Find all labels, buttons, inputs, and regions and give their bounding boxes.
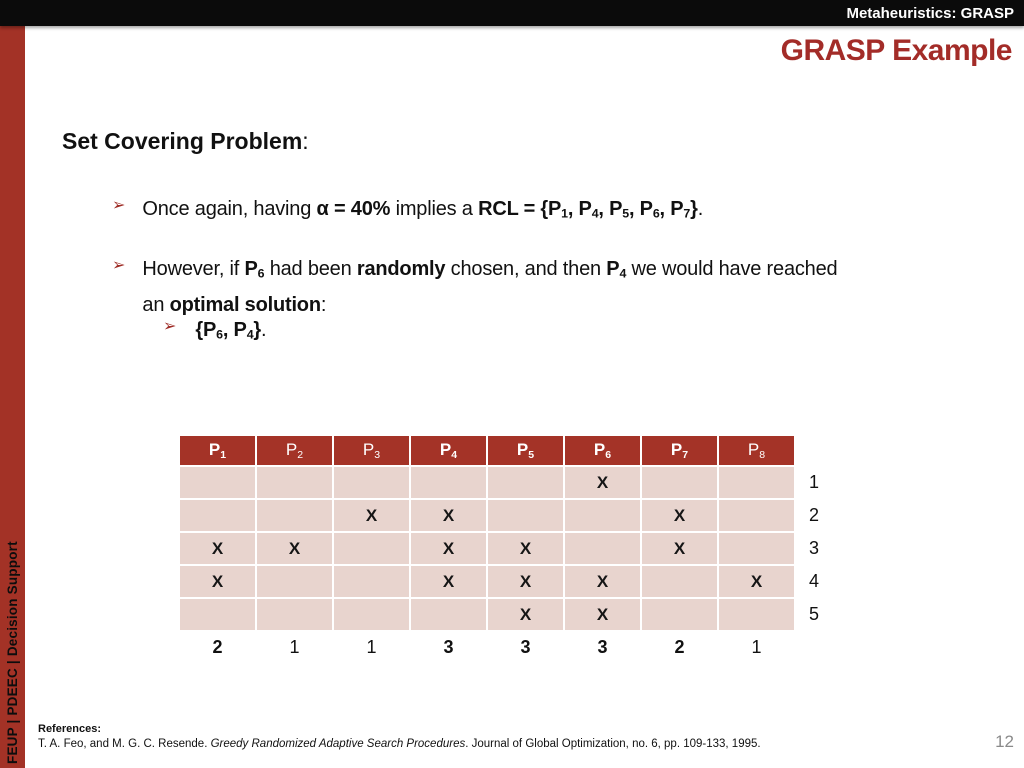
sidebar-institution-label: FEUP | PDEEC | Decision Support	[5, 541, 20, 764]
matrix-cell	[719, 467, 794, 498]
matrix-cell	[180, 599, 255, 630]
text-segment: 4	[619, 266, 627, 281]
matrix-cell	[257, 467, 332, 498]
text-segment: RCL = {P	[478, 198, 562, 220]
row-label: 4	[809, 571, 820, 591]
text-segment: 7	[683, 206, 691, 221]
matrix-cell: X	[719, 566, 794, 597]
text-segment: Once again, having	[142, 198, 317, 220]
text-segment: Greedy Randomized Adaptive Search Procedures	[210, 738, 466, 750]
table-row	[180, 500, 824, 531]
column-total: 3	[520, 636, 531, 657]
column-label: P	[670, 440, 683, 459]
text-segment: optimal solution	[169, 293, 321, 316]
matrix-cell: X	[180, 533, 255, 564]
matrix-table	[178, 434, 826, 660]
matrix-cell	[411, 467, 486, 498]
text-segment: , P	[222, 319, 247, 341]
text-segment: .	[261, 319, 267, 341]
bullet-text	[142, 254, 837, 321]
bullet-item-random-choice	[112, 254, 992, 321]
text-segment: {P	[195, 319, 217, 341]
text-segment: 6	[257, 266, 265, 281]
text-segment: chosen, and then	[445, 258, 607, 280]
text-segment: }	[690, 198, 698, 220]
sub-bullet-item-solution	[163, 315, 266, 351]
column-label-subscript: 6	[605, 449, 612, 461]
matrix-cell	[642, 566, 717, 597]
column-label: P	[285, 440, 298, 459]
matrix-cell	[411, 599, 486, 630]
text-segment: , P	[567, 198, 592, 220]
set-covering-matrix	[178, 434, 826, 660]
matrix-cell: X	[257, 533, 332, 564]
text-segment: 5	[622, 206, 629, 221]
references-heading: References:	[38, 723, 101, 735]
column-total: 1	[751, 636, 762, 657]
matrix-cell	[642, 599, 717, 630]
text-segment: , P	[628, 198, 653, 220]
text-segment: 1	[561, 206, 568, 221]
matrix-cell: X	[411, 566, 486, 597]
text-segment: .	[697, 198, 704, 220]
reference-citation	[38, 738, 761, 750]
column-total: 3	[597, 636, 608, 657]
column-label: P	[593, 440, 606, 459]
arrow-bullet-icon: ➢	[112, 197, 126, 214]
matrix-cell	[334, 599, 409, 630]
matrix-header-row	[180, 436, 824, 465]
bullet-text-line1	[142, 258, 837, 280]
text-segment: T. A. Feo, and M. G. C. Resende.	[38, 738, 211, 750]
matrix-cell: X	[411, 500, 486, 531]
text-segment: P	[606, 258, 620, 280]
column-header	[642, 436, 717, 465]
column-header	[180, 436, 255, 465]
column-label-subscript: 1	[220, 449, 227, 461]
slide-title: GRASP Example	[780, 34, 1012, 67]
matrix-cell: X	[565, 599, 640, 630]
text-segment: 6	[652, 206, 660, 221]
matrix-cell	[719, 599, 794, 630]
text-segment: , P	[598, 198, 623, 220]
text-segment: P	[244, 258, 258, 280]
arrow-bullet-icon: ➢	[112, 257, 126, 274]
matrix-cell: X	[488, 599, 563, 630]
column-header	[257, 436, 332, 465]
column-header	[719, 436, 794, 465]
column-total: 1	[289, 636, 300, 657]
column-header	[488, 436, 563, 465]
row-label-spacer	[796, 632, 824, 658]
sub-bullet-text	[195, 315, 266, 351]
matrix-cell	[565, 500, 640, 531]
section-heading	[62, 128, 309, 155]
text-segment: we would have reached	[626, 258, 838, 280]
text-segment: α = 40%	[316, 198, 391, 220]
text-segment: :	[320, 293, 327, 316]
matrix-cell: X	[565, 566, 640, 597]
text-segment: had been	[264, 258, 357, 280]
page-number: 12	[995, 732, 1014, 751]
matrix-cell: X	[642, 500, 717, 531]
matrix-cell: X	[642, 533, 717, 564]
column-label-subscript: 3	[374, 449, 381, 461]
matrix-cell: X	[565, 467, 640, 498]
column-total: 1	[366, 636, 377, 657]
table-row	[180, 533, 824, 564]
matrix-cell	[334, 533, 409, 564]
column-label-subscript: 5	[528, 449, 535, 461]
matrix-cell: X	[411, 533, 486, 564]
column-label: P	[516, 440, 529, 459]
matrix-cell	[719, 500, 794, 531]
matrix-cell	[334, 467, 409, 498]
bullet-item-rcl	[112, 194, 703, 230]
totals-row	[180, 632, 824, 658]
matrix-cell	[488, 500, 563, 531]
row-label: 1	[809, 472, 820, 492]
column-label: P	[208, 440, 221, 459]
column-label-subscript: 4	[451, 449, 458, 461]
row-label: 2	[809, 505, 820, 525]
text-segment: 6	[216, 327, 223, 342]
text-segment: 4	[591, 206, 599, 221]
row-label-spacer	[796, 436, 824, 465]
column-header	[334, 436, 409, 465]
column-label-subscript: 8	[759, 449, 766, 461]
text-segment: randomly	[356, 258, 446, 280]
matrix-cell	[334, 566, 409, 597]
column-label: P	[439, 440, 452, 459]
sidebar-accent-bar	[0, 26, 25, 768]
course-title-label: Metaheuristics: GRASP	[846, 4, 1014, 22]
top-header-bar	[0, 0, 1024, 26]
row-label: 3	[809, 538, 820, 558]
text-segment: 4	[246, 327, 254, 342]
text-segment: }	[253, 319, 261, 341]
text-segment: . Journal of Global Optimization, no. 6, pp. 109-133, 1995.	[465, 738, 761, 750]
table-row	[180, 467, 824, 498]
row-label: 5	[809, 604, 820, 624]
column-total: 3	[443, 636, 454, 657]
text-segment: , P	[659, 198, 684, 220]
column-label-subscript: 7	[682, 449, 689, 461]
section-heading-text: Set Covering Problem	[62, 128, 303, 154]
matrix-cell	[719, 533, 794, 564]
matrix-cell	[257, 500, 332, 531]
column-header	[411, 436, 486, 465]
table-row	[180, 599, 824, 630]
matrix-cell	[257, 599, 332, 630]
text-segment: an	[142, 293, 170, 316]
bullet-text-line2	[142, 294, 326, 316]
matrix-cell	[488, 467, 563, 498]
matrix-cell: X	[488, 533, 563, 564]
matrix-cell	[180, 500, 255, 531]
matrix-cell	[180, 467, 255, 498]
column-total: 2	[674, 636, 685, 657]
column-label: P	[747, 440, 760, 459]
column-header	[565, 436, 640, 465]
table-row	[180, 566, 824, 597]
matrix-cell: X	[488, 566, 563, 597]
section-heading-colon: :	[302, 128, 309, 154]
text-segment: implies a	[390, 198, 479, 220]
bullet-text	[142, 194, 703, 230]
column-label: P	[362, 440, 375, 459]
matrix-cell	[257, 566, 332, 597]
matrix-cell: X	[180, 566, 255, 597]
text-segment: However, if	[142, 258, 245, 280]
matrix-cell	[565, 533, 640, 564]
references-block	[38, 723, 761, 750]
matrix-cell	[642, 467, 717, 498]
column-total: 2	[212, 636, 223, 657]
arrow-bullet-icon: ➢	[163, 318, 177, 335]
matrix-cell: X	[334, 500, 409, 531]
column-label-subscript: 2	[297, 449, 304, 461]
